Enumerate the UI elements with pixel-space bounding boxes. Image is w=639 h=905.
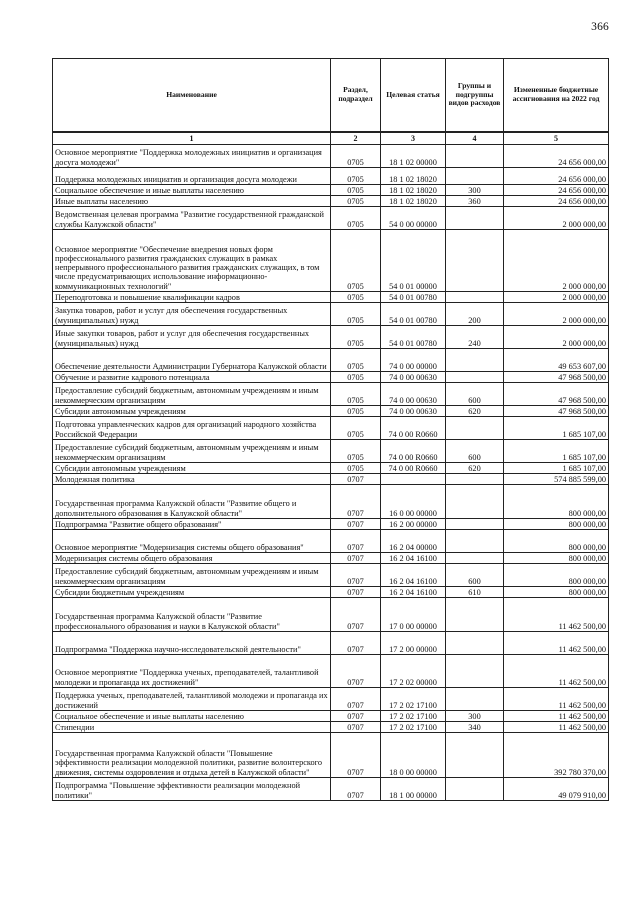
cell-group: 600 <box>446 564 504 587</box>
cell-section: 0705 <box>331 196 381 207</box>
cell-group: 610 <box>446 587 504 598</box>
cell-group <box>446 292 504 303</box>
cell-amount: 800 000,00 <box>504 587 609 598</box>
cell-section: 0705 <box>331 145 381 168</box>
cell-amount: 11 462 500,00 <box>504 655 609 688</box>
cell-group <box>446 733 504 778</box>
table-row <box>53 733 609 778</box>
cell-section: 0705 <box>331 417 381 440</box>
cell-section: 0707 <box>331 519 381 530</box>
cell-group: 620 <box>446 463 504 474</box>
cell-group: 600 <box>446 383 504 406</box>
cell-name: Субсидии автономным учреждениям <box>53 463 331 474</box>
cell-section: 0707 <box>331 778 381 801</box>
cell-target: 74 0 00 00000 <box>381 349 446 372</box>
cell-group <box>446 688 504 711</box>
cell-amount: 800 000,00 <box>504 564 609 587</box>
table-row <box>53 474 609 485</box>
cell-amount: 11 462 500,00 <box>504 688 609 711</box>
cell-target: 17 0 00 00000 <box>381 598 446 632</box>
cell-group: 620 <box>446 406 504 417</box>
cell-name: Основное мероприятие "Модернизация системы общего образования" <box>53 530 331 553</box>
cell-target: 17 2 02 17100 <box>381 722 446 733</box>
cell-target: 16 2 04 16100 <box>381 553 446 564</box>
cell-group <box>446 519 504 530</box>
cell-target: 17 2 00 00000 <box>381 632 446 655</box>
cell-section: 0707 <box>331 655 381 688</box>
cell-amount: 11 462 500,00 <box>504 722 609 733</box>
cell-target: 74 0 00 00630 <box>381 372 446 383</box>
cell-target: 17 2 02 17100 <box>381 688 446 711</box>
table-row <box>53 349 609 372</box>
cell-group <box>446 778 504 801</box>
cell-target: 54 0 00 00000 <box>381 207 446 230</box>
column-number: 4 <box>446 132 504 145</box>
page-number: 366 <box>591 21 609 33</box>
cell-name: Обеспечение деятельности Администрации Губернатора Калужской области <box>53 349 331 372</box>
cell-section: 0707 <box>331 722 381 733</box>
table-row <box>53 406 609 417</box>
header-target: Целевая статья <box>381 59 446 133</box>
cell-group <box>446 655 504 688</box>
cell-section: 0705 <box>331 406 381 417</box>
cell-name: Основное мероприятие "Обеспечение внедрения новых форм профессионального развития гражданских служащих в рамках непрерывного профессионального развития гражданских служащих, в том числе предусматривающих использование информационно-коммуникационных технологий" <box>53 230 331 292</box>
cell-name: Стипендии <box>53 722 331 733</box>
cell-group <box>446 474 504 485</box>
cell-section: 0705 <box>331 326 381 349</box>
cell-section: 0705 <box>331 230 381 292</box>
cell-amount: 574 885 599,00 <box>504 474 609 485</box>
cell-name: Предоставление субсидий бюджетным, автономным учреждениям и иным некоммерческим организациям <box>53 564 331 587</box>
cell-section: 0707 <box>331 632 381 655</box>
table-row <box>53 564 609 587</box>
table-row <box>53 598 609 632</box>
cell-name: Иные выплаты населению <box>53 196 331 207</box>
cell-amount: 800 000,00 <box>504 553 609 564</box>
cell-section: 0707 <box>331 598 381 632</box>
header-section: Раздел, подраздел <box>331 59 381 133</box>
table-row <box>53 440 609 463</box>
cell-target: 74 0 00 R0660 <box>381 417 446 440</box>
cell-name: Субсидии автономным учреждениям <box>53 406 331 417</box>
cell-amount: 800 000,00 <box>504 519 609 530</box>
cell-section: 0707 <box>331 733 381 778</box>
cell-group: 300 <box>446 711 504 722</box>
cell-name: Закупка товаров, работ и услуг для обеспечения государственных (муниципальных) нужд <box>53 303 331 326</box>
table-row <box>53 553 609 564</box>
column-number: 1 <box>53 132 331 145</box>
cell-group <box>446 145 504 168</box>
cell-section: 0705 <box>331 303 381 326</box>
table-row <box>53 196 609 207</box>
cell-section: 0705 <box>331 207 381 230</box>
cell-target: 16 2 04 16100 <box>381 564 446 587</box>
cell-target: 18 1 00 00000 <box>381 778 446 801</box>
table-row <box>53 519 609 530</box>
cell-target: 17 2 02 17100 <box>381 711 446 722</box>
cell-name: Государственная программа Калужской области "Развитие общего и дополнительного образования в Калужской области" <box>53 485 331 519</box>
cell-target: 16 2 00 00000 <box>381 519 446 530</box>
cell-target: 16 2 04 00000 <box>381 530 446 553</box>
cell-section: 0705 <box>331 185 381 196</box>
table-body <box>53 145 609 801</box>
cell-group: 600 <box>446 440 504 463</box>
cell-target: 16 2 04 16100 <box>381 587 446 598</box>
cell-group <box>446 530 504 553</box>
cell-amount: 24 656 000,00 <box>504 196 609 207</box>
cell-group <box>446 417 504 440</box>
table-row <box>53 292 609 303</box>
table-row <box>53 207 609 230</box>
cell-group <box>446 485 504 519</box>
table-row <box>53 303 609 326</box>
table-row <box>53 417 609 440</box>
cell-name: Иные закупки товаров, работ и услуг для обеспечения государственных (муниципальных) нужд <box>53 326 331 349</box>
cell-name: Государственная программа Калужской области "Повышение эффективности реализации молодежной политики, развитие волонтерского движения, системы оздоровления и отдыха детей в Калужской области" <box>53 733 331 778</box>
cell-amount: 2 000 000,00 <box>504 326 609 349</box>
table-row <box>53 688 609 711</box>
column-number: 2 <box>331 132 381 145</box>
cell-group <box>446 168 504 185</box>
header-group: Группы и подгруппы видов расходов <box>446 59 504 133</box>
cell-group <box>446 598 504 632</box>
cell-name: Социальное обеспечение и иные выплаты населению <box>53 711 331 722</box>
cell-name: Основное мероприятие "Поддержка ученых, преподавателей, талантливой молодежи и пропаганда их достижений" <box>53 655 331 688</box>
cell-section: 0707 <box>331 553 381 564</box>
column-number: 3 <box>381 132 446 145</box>
cell-target: 54 0 01 00780 <box>381 303 446 326</box>
table-row <box>53 145 609 168</box>
cell-group: 360 <box>446 196 504 207</box>
cell-amount: 2 000 000,00 <box>504 230 609 292</box>
cell-name: Подготовка управленческих кадров для организаций народного хозяйства Российской Федерации <box>53 417 331 440</box>
table-row <box>53 778 609 801</box>
table-row <box>53 655 609 688</box>
cell-amount: 47 968 500,00 <box>504 383 609 406</box>
cell-group <box>446 632 504 655</box>
cell-section: 0705 <box>331 463 381 474</box>
cell-amount: 47 968 500,00 <box>504 406 609 417</box>
cell-group: 200 <box>446 303 504 326</box>
cell-target: 74 0 00 R0660 <box>381 440 446 463</box>
table-row <box>53 185 609 196</box>
cell-name: Предоставление субсидий бюджетным, автономным учреждениям и иным некоммерческим организациям <box>53 383 331 406</box>
cell-section: 0707 <box>331 564 381 587</box>
table-row <box>53 463 609 474</box>
column-number-row <box>53 132 609 145</box>
cell-section: 0705 <box>331 372 381 383</box>
cell-amount: 24 656 000,00 <box>504 168 609 185</box>
table-row <box>53 711 609 722</box>
cell-amount: 392 780 370,00 <box>504 733 609 778</box>
cell-target: 74 0 00 00630 <box>381 406 446 417</box>
cell-name: Молодежная политика <box>53 474 331 485</box>
cell-name: Переподготовка и повышение квалификации кадров <box>53 292 331 303</box>
table-row <box>53 326 609 349</box>
cell-amount: 11 462 500,00 <box>504 632 609 655</box>
cell-name: Социальное обеспечение и иные выплаты населению <box>53 185 331 196</box>
cell-name: Поддержка ученых, преподавателей, талантливой молодежи и пропаганда их достижений <box>53 688 331 711</box>
cell-target: 54 0 01 00780 <box>381 292 446 303</box>
cell-name: Подпрограмма "Поддержка научно-исследовательской деятельности" <box>53 632 331 655</box>
cell-target: 16 0 00 00000 <box>381 485 446 519</box>
cell-group <box>446 349 504 372</box>
budget-table <box>52 58 609 801</box>
table-row <box>53 632 609 655</box>
cell-name: Ведомственная целевая программа "Развитие государственной гражданской службы Калужской области" <box>53 207 331 230</box>
cell-amount: 2 000 000,00 <box>504 207 609 230</box>
cell-amount: 1 685 107,00 <box>504 440 609 463</box>
cell-group: 240 <box>446 326 504 349</box>
header-name: Наименование <box>53 59 331 133</box>
cell-amount: 24 656 000,00 <box>504 185 609 196</box>
cell-group <box>446 372 504 383</box>
cell-amount: 49 653 607,00 <box>504 349 609 372</box>
cell-group <box>446 207 504 230</box>
cell-section: 0707 <box>331 587 381 598</box>
cell-section: 0705 <box>331 440 381 463</box>
cell-name: Субсидии бюджетным учреждениям <box>53 587 331 598</box>
cell-target: 18 1 02 18020 <box>381 185 446 196</box>
cell-amount: 49 079 910,00 <box>504 778 609 801</box>
table-row <box>53 168 609 185</box>
cell-target: 18 1 02 00000 <box>381 145 446 168</box>
cell-amount: 11 462 500,00 <box>504 598 609 632</box>
table-header-row <box>53 59 609 133</box>
table-row <box>53 230 609 292</box>
table-row <box>53 372 609 383</box>
cell-target: 17 2 02 00000 <box>381 655 446 688</box>
cell-amount: 11 462 500,00 <box>504 711 609 722</box>
cell-target: 18 1 02 18020 <box>381 168 446 185</box>
cell-section: 0707 <box>331 474 381 485</box>
cell-group: 300 <box>446 185 504 196</box>
cell-name: Основное мероприятие "Поддержка молодежных инициатив и организация досуга молодежи" <box>53 145 331 168</box>
cell-name: Подпрограмма "Повышение эффективности реализации молодежной политики" <box>53 778 331 801</box>
cell-name: Подпрограмма "Развитие общего образования" <box>53 519 331 530</box>
header-amount: Измененные бюджетные ассигнования на 2022 год <box>504 59 609 133</box>
cell-amount: 1 685 107,00 <box>504 417 609 440</box>
cell-group <box>446 230 504 292</box>
table-row <box>53 383 609 406</box>
cell-amount: 2 000 000,00 <box>504 303 609 326</box>
cell-amount: 1 685 107,00 <box>504 463 609 474</box>
cell-name: Государственная программа Калужской области "Развитие профессионального образования и науки в Калужской области" <box>53 598 331 632</box>
cell-amount: 800 000,00 <box>504 530 609 553</box>
cell-section: 0707 <box>331 711 381 722</box>
table-row <box>53 485 609 519</box>
cell-amount: 2 000 000,00 <box>504 292 609 303</box>
cell-amount: 47 968 500,00 <box>504 372 609 383</box>
cell-name: Модернизация системы общего образования <box>53 553 331 564</box>
table-row <box>53 530 609 553</box>
column-number: 5 <box>504 132 609 145</box>
cell-group <box>446 553 504 564</box>
cell-section: 0705 <box>331 349 381 372</box>
cell-section: 0707 <box>331 530 381 553</box>
cell-amount: 800 000,00 <box>504 485 609 519</box>
cell-group: 340 <box>446 722 504 733</box>
cell-amount: 24 656 000,00 <box>504 145 609 168</box>
cell-name: Предоставление субсидий бюджетным, автономным учреждениям и иным некоммерческим организациям <box>53 440 331 463</box>
cell-target: 74 0 00 R0660 <box>381 463 446 474</box>
cell-name: Обучение и развитие кадрового потенциала <box>53 372 331 383</box>
cell-section: 0705 <box>331 292 381 303</box>
cell-target: 18 0 00 00000 <box>381 733 446 778</box>
cell-section: 0707 <box>331 485 381 519</box>
cell-section: 0707 <box>331 688 381 711</box>
cell-target: 54 0 01 00000 <box>381 230 446 292</box>
cell-name: Поддержка молодежных инициатив и организация досуга молодежи <box>53 168 331 185</box>
cell-section: 0705 <box>331 383 381 406</box>
table-row <box>53 587 609 598</box>
table-row <box>53 722 609 733</box>
cell-target: 18 1 02 18020 <box>381 196 446 207</box>
cell-section: 0705 <box>331 168 381 185</box>
cell-target: 74 0 00 00630 <box>381 383 446 406</box>
cell-target: 54 0 01 00780 <box>381 326 446 349</box>
cell-target <box>381 474 446 485</box>
